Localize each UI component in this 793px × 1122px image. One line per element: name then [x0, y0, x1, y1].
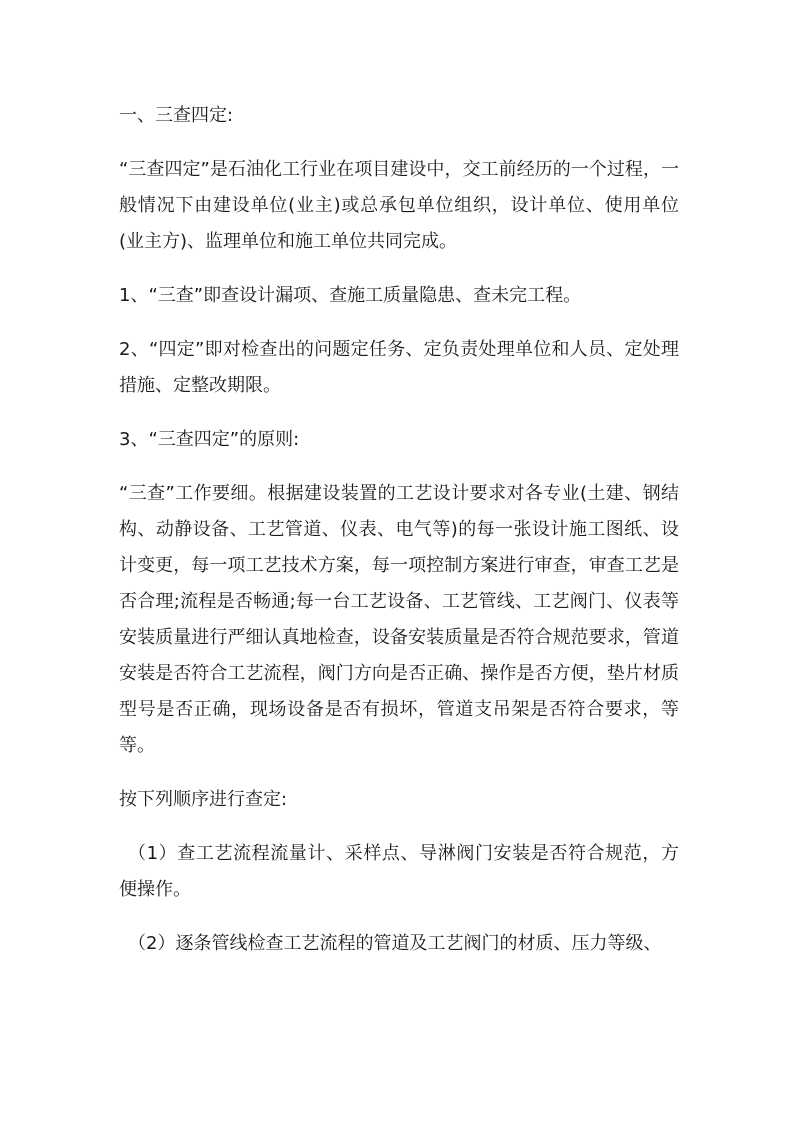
document-body: [119, 98, 679, 980]
principle-paragraph: “三查”工作要细。根据建设装置的工艺设计要求对各专业(土建、钢结构、动静设备、工艺管道、仪表、电气等)的每一张设计施工图纸、设计变更，每一项工艺技术方案，每一项控制方案进行审查，审查工艺是否合理;流程是否畅通;每一台工艺设备、工艺管线、工艺阀门、仪表等安装质量进行严细认真地检查，设备安装质量是否符合规范要求，管道安装是否符合工艺流程，阀门方向是否正确、操作是否方便，垫片材质型号是否正确，现场设备是否有损坏，管道支吊架是否符合要求，等等。: [119, 483, 679, 756]
point-2-paragraph: 2、“四定”即对检查出的问题定任务、定负责处理单位和人员、定处理措施、定整改期限。: [119, 339, 679, 396]
point-3-paragraph: 3、“三查四定”的原则:: [119, 429, 300, 450]
definition-paragraph: “三查四定”是石油化工行业在项目建设中，交工前经历的一个过程，一般情况下由建设单位(业主)或总承包单位组织，设计单位、使用单位(业主方)、监理单位和施工单位共同完成。: [119, 159, 679, 252]
section-heading: 一、三查四定:: [119, 105, 234, 126]
point-1-paragraph: 1、“三查”即查设计漏项、查施工质量隐患、查未完工程。: [119, 285, 582, 306]
list-item-1: （1）查工艺流程流量计、采样点、导淋阀门安装是否符合规范，方便操作。: [119, 843, 679, 900]
order-intro-paragraph: 按下列顺序进行查定:: [119, 789, 288, 810]
list-item-2: （2）逐条管线检查工艺流程的管道及工艺阀门的材质、压力等级、: [128, 933, 662, 954]
